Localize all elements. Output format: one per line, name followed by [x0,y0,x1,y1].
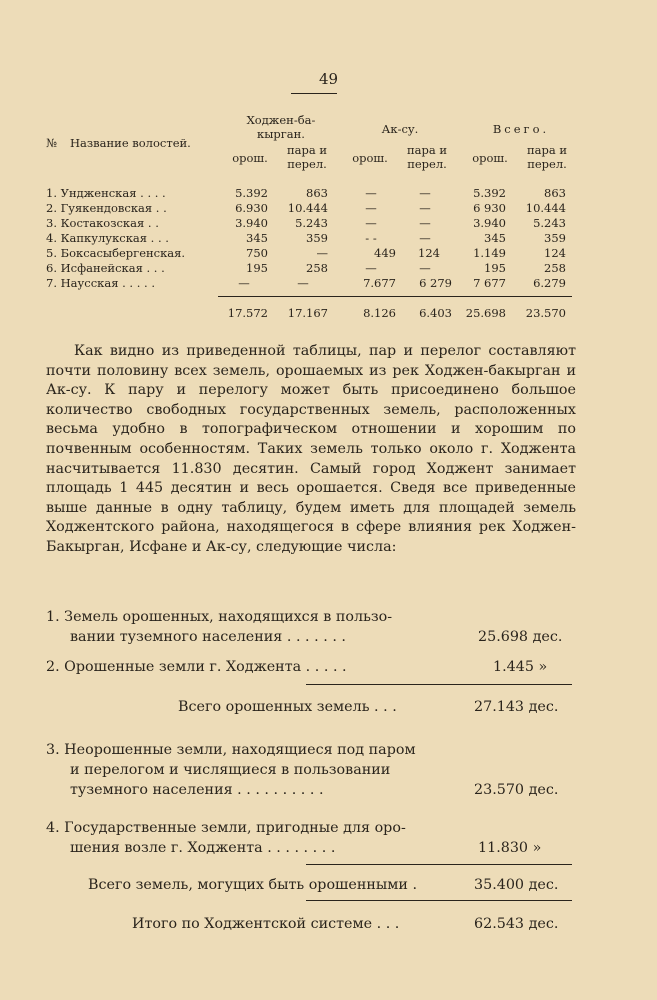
item-1-value: 25.698 дес. [478,629,563,645]
row-3-g2-orosh: — [365,216,377,230]
row-6-g1-para: 258 [306,261,328,275]
row-4-g1-para: 359 [306,231,328,245]
total-g1-para: 17.167 [287,306,328,320]
row-4-g3-orosh: 345 [484,231,506,245]
row-7-g3-para: 6.279 [533,276,566,290]
subtotal-rule-1 [306,684,572,685]
grand-total-label: Итого по Ходжентской системе . . . [132,916,400,932]
row-5-g1-para: — [316,246,328,260]
header-orosh-1: орош. [232,151,268,165]
subtotal-rule-2 [306,864,572,865]
grand-total-value: 62.543 дес. [474,916,559,932]
row-7-g1-para: — [297,276,309,290]
header-group-total: Всего. [492,122,550,136]
header-para-1: пара и перел. [286,143,328,171]
row-3-g1-para: 5.243 [295,216,328,230]
row-2-name: 2. Гуякендовская . . [46,201,167,215]
row-2-g3-para: 10.444 [525,201,566,215]
header-name: Название волостей. [70,136,191,150]
item-1-line-2: вании туземного населения . . . . . . . [70,629,346,645]
header-para-3: пара и перел. [526,143,568,171]
row-6-g2-orosh: — [365,261,377,275]
row-5-g2-para: 124 [418,246,440,260]
row-6-g3-orosh: 195 [484,261,506,275]
row-2-g2-para: — [419,201,431,215]
row-6-g1-orosh: 195 [246,261,268,275]
subtotal-2-value: 35.400 дес. [474,877,559,893]
header-para-2: пара и перел. [406,143,448,171]
total-g2-orosh: 8.126 [363,306,396,320]
item-4-line-2: шения возле г. Ходжента . . . . . . . . [70,840,336,856]
row-7-g2-orosh: 7.677 [363,276,396,290]
subtotal-1-label: Всего орошенных земель . . . [178,699,397,715]
item-3-line-1: 3. Неорошенные земли, находящиеся под паром [46,742,416,758]
row-7-name: 7. Наусская . . . . . [46,276,156,290]
row-4-g1-orosh: 345 [246,231,268,245]
row-4-g2-orosh: - - [365,231,377,245]
row-5-g3-para: 124 [544,246,566,260]
row-6-g2-para: — [419,261,431,275]
page-number-rule [291,93,337,94]
row-2-g2-orosh: — [365,201,377,215]
item-4-value: 11.830 » [478,840,542,856]
total-g3-para: 23.570 [525,306,566,320]
row-5-g2-orosh: 449 [374,246,396,260]
row-2-g1-para: 10.444 [287,201,328,215]
row-4-name: 4. Капкулукская . . . [46,231,169,245]
subtotal-1-value: 27.143 дес. [474,699,559,715]
row-2-g3-orosh: 6 930 [473,201,506,215]
row-1-g1-para: 863 [306,186,328,200]
table-total-rule [218,296,572,297]
subtotal-2-label: Всего земель, могущих быть орошенными . [88,877,417,893]
item-3-line-2: и перелогом и числящиеся в пользовании [70,762,391,778]
total-g3-orosh: 25.698 [465,306,506,320]
row-1-g1-orosh: 5.392 [235,186,268,200]
row-5-g3-orosh: 1.149 [473,246,506,260]
row-7-g3-orosh: 7 677 [473,276,506,290]
item-2-value: 1.445 » [493,659,548,675]
row-6-name: 6. Исфанейская . . . [46,261,165,275]
row-1-g2-para: — [419,186,431,200]
row-1-g3-para: 863 [544,186,566,200]
header-orosh-3: орош. [472,151,508,165]
body-paragraph: Как видно из приведенной таблицы, пар и перелог составляют почти половину всех земель, орошаемых из рек Ходжен-бакырган и Ак-су. К пару и перелогу может быть присоединено большое количество свободных государственных земель, расположенных весьма удобно в топографическом отношении и хорошим по почвенным особенностям. Таких земель только около г. Ходжента насчитывается 11.830 десятин. Самый город Ходжент занимает площадь 1 445 десятин и весь орошается. Сведя все приведенные выше данные в одну таблицу, будем иметь для площадей земель Ходжентского района, находящегося в сфере влияния рек Ходжен-Бакырган, Исфане и Ак-су, следующие числа: [46,343,576,555]
row-7-g2-para: 6 279 [419,276,452,290]
item-2-line-1: 2. Орошенные земли г. Ходжента . . . . . [46,659,347,675]
row-3-g3-orosh: 3.940 [473,216,506,230]
total-g2-para: 6.403 [419,306,452,320]
row-3-g1-orosh: 3.940 [235,216,268,230]
item-1-line-1: 1. Земель орошенных, находящихся в пользо- [46,609,393,625]
row-4-g3-para: 359 [544,231,566,245]
row-3-g3-para: 5.243 [533,216,566,230]
total-g1-orosh: 17.572 [227,306,268,320]
row-2-g1-orosh: 6.930 [235,201,268,215]
header-orosh-2: орош. [352,151,388,165]
row-5-name: 5. Боксасыбергенская. [46,246,186,260]
row-7-g1-orosh: — [238,276,250,290]
item-4-line-1: 4. Государственные земли, пригодные для оро- [46,820,406,836]
row-4-g2-para: — [419,231,431,245]
row-1-g2-orosh: — [365,186,377,200]
header-no: № [46,136,57,150]
row-6-g3-para: 258 [544,261,566,275]
row-1-g3-orosh: 5.392 [473,186,506,200]
row-1-name: 1. Унджeнская . . . . [46,186,166,200]
row-3-name: 3. Костакозская . . [46,216,159,230]
row-3-g2-para: — [419,216,431,230]
row-5-g1-orosh: 750 [246,246,268,260]
page-number: 49 [318,70,339,88]
header-group-khodzhen: Ходжен-ба-кырган. [246,113,316,141]
item-3-line-3: туземного населения . . . . . . . . . . [70,782,324,798]
header-group-aksu: Ак-су. [381,122,419,136]
total-rule [306,900,572,901]
item-3-value: 23.570 дес. [474,782,559,798]
